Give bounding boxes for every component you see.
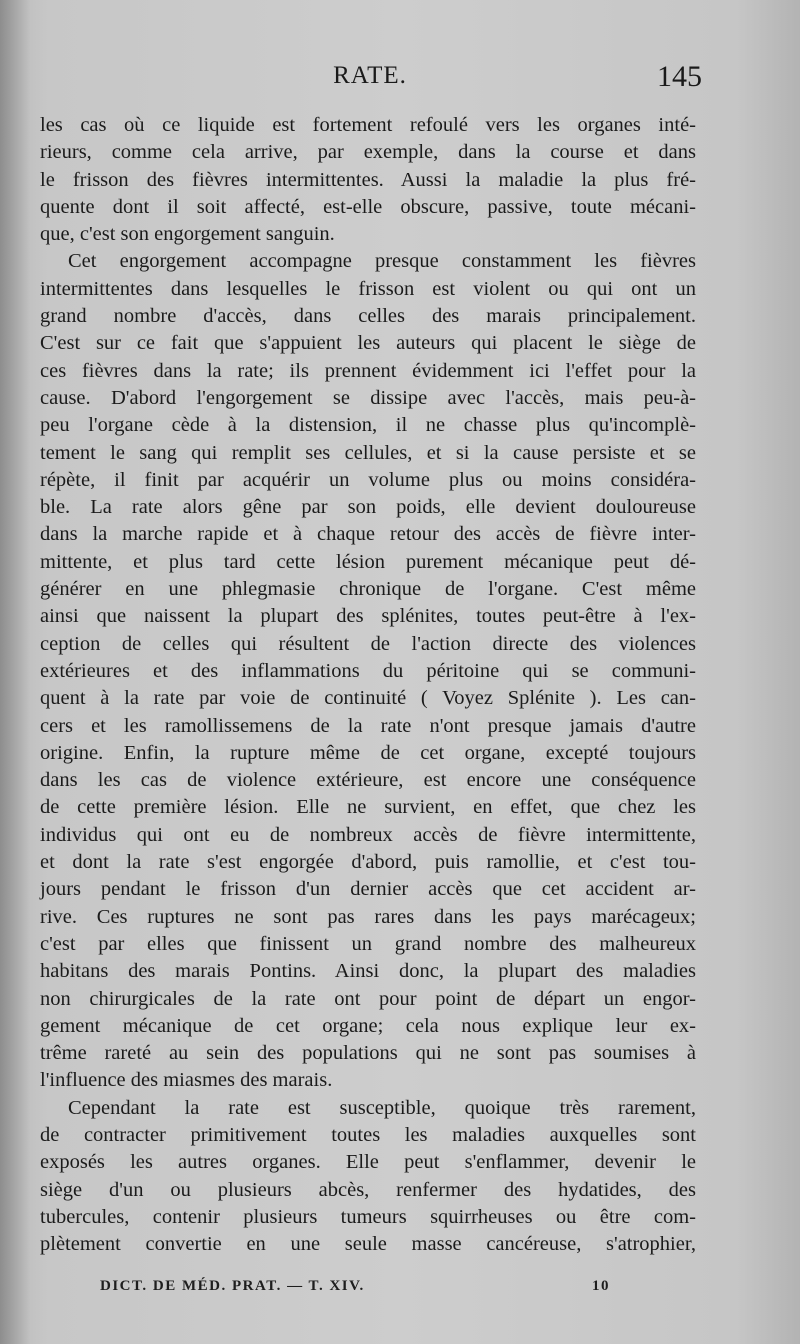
- text-line: et dont la rate s'est engorgée d'abord, puis ramollie, et c'est tou-: [40, 851, 696, 874]
- page-header: [40, 60, 700, 100]
- text-line: origine. Enfin, la rupture même de cet organe, excepté toujours: [40, 741, 696, 764]
- text-line: Cet engorgement accompagne presque constamment les fièvres: [68, 250, 696, 273]
- text-line: quent à la rate par voie de continuité ( Voyez Splénite ). Les can-: [40, 687, 696, 710]
- text-line: peu l'organe cède à la distension, il ne chasse plus qu'incomplè-: [40, 414, 696, 437]
- text-line: intermittentes dans lesquelles le frisson est violent ou qui ont un: [40, 277, 696, 300]
- text-line: exposés les autres organes. Elle peut s'enflammer, devenir le: [40, 1151, 696, 1174]
- text-line: quente dont il soit affecté, est-elle obscure, passive, toute mécani-: [40, 195, 696, 218]
- text-line: répète, il finit par acquérir un volume plus ou moins considéra-: [40, 468, 696, 491]
- text-line: rieurs, comme cela arrive, par exemple, dans la course et dans: [40, 141, 696, 164]
- signature-mark: 10: [592, 1278, 610, 1294]
- text-line: l'influence des miasmes des marais.: [40, 1069, 333, 1092]
- text-line: ces fièvres dans la rate; ils prennent évidemment ici l'effet pour la: [40, 359, 696, 382]
- text-line: générer en une phlegmasie chronique de l'organe. C'est même: [40, 578, 696, 601]
- text-line: cause. D'abord l'engorgement se dissipe avec l'accès, mais peu-à-: [40, 386, 696, 409]
- page-number: 145: [657, 60, 702, 93]
- text-line: plètement convertie en une seule masse cancéreuse, s'atrophier,: [40, 1233, 696, 1256]
- text-line: mittente, et plus tard cette lésion purement mécanique peut dé-: [40, 550, 696, 573]
- text-line: ainsi que naissent la plupart des splénites, toutes peut-être à l'ex-: [40, 605, 696, 628]
- paragraph-2: [40, 248, 696, 1094]
- text-line: dans les cas de violence extérieure, est encore une conséquence: [40, 769, 696, 792]
- page-gutter-shadow: [0, 0, 30, 1344]
- paragraph-3: [40, 1095, 696, 1259]
- text-line: siège d'un ou plusieurs abcès, renfermer des hydatides, des: [40, 1178, 696, 1201]
- text-line: le frisson des fièvres intermittentes. Aussi la maladie la plus fré-: [40, 168, 696, 191]
- text-line: rive. Ces ruptures ne sont pas rares dans les pays marécageux;: [40, 905, 696, 928]
- text-line: les cas où ce liquide est fortement refoulé vers les organes inté-: [40, 114, 696, 136]
- text-line: individus qui ont eu de nombreux accès de fièvre intermittente,: [40, 823, 696, 846]
- text-line: tubercules, contenir plusieurs tumeurs squirrheuses ou être com-: [40, 1205, 696, 1228]
- text-line: tement le sang qui remplit ses cellules, et si la cause persiste et se: [40, 441, 696, 464]
- text-line: Cependant la rate est susceptible, quoique très rarement,: [68, 1096, 696, 1119]
- running-title: RATE.: [333, 62, 407, 89]
- text-line: jours pendant le frisson d'un dernier accès que cet accident ar-: [40, 878, 696, 901]
- text-line: de cette première lésion. Elle ne survient, en effet, que chez les: [40, 796, 696, 819]
- text-line: c'est par elles que finissent un grand nombre des malheureux: [40, 932, 696, 955]
- body-text: [40, 112, 696, 1258]
- text-line: ble. La rate alors gêne par son poids, elle devient douloureuse: [40, 496, 696, 519]
- text-line: extérieures et des inflammations du péritoine qui se communi-: [40, 659, 696, 682]
- text-line: C'est sur ce fait que s'appuient les auteurs qui placent le siège de: [40, 332, 696, 355]
- text-line: dans la marche rapide et à chaque retour des accès de fièvre inter-: [40, 523, 696, 546]
- page-footer: [100, 1278, 610, 1304]
- text-line: grand nombre d'accès, dans celles des marais principalement.: [40, 305, 696, 328]
- text-line: que, c'est son engorgement sanguin.: [40, 223, 335, 246]
- text-line: de contracter primitivement toutes les maladies auxquelles sont: [40, 1123, 696, 1146]
- text-line: cers et les ramollissemens de la rate n'ont presque jamais d'autre: [40, 714, 696, 737]
- text-line: trême rareté au sein des populations qui ne sont pas soumises à: [40, 1042, 696, 1065]
- paragraph-1: [40, 112, 696, 248]
- text-line: ception de celles qui résultent de l'action directe des violences: [40, 632, 696, 655]
- text-line: habitans des marais Pontins. Ainsi donc, la plupart des maladies: [40, 960, 696, 983]
- text-line: gement mécanique de cet organe; cela nous explique leur ex-: [40, 1014, 696, 1037]
- printer-signature-line: DICT. DE MÉD. PRAT. — T. XIV.: [100, 1278, 365, 1294]
- text-line: non chirurgicales de la rate ont pour point de départ un engor-: [40, 987, 696, 1010]
